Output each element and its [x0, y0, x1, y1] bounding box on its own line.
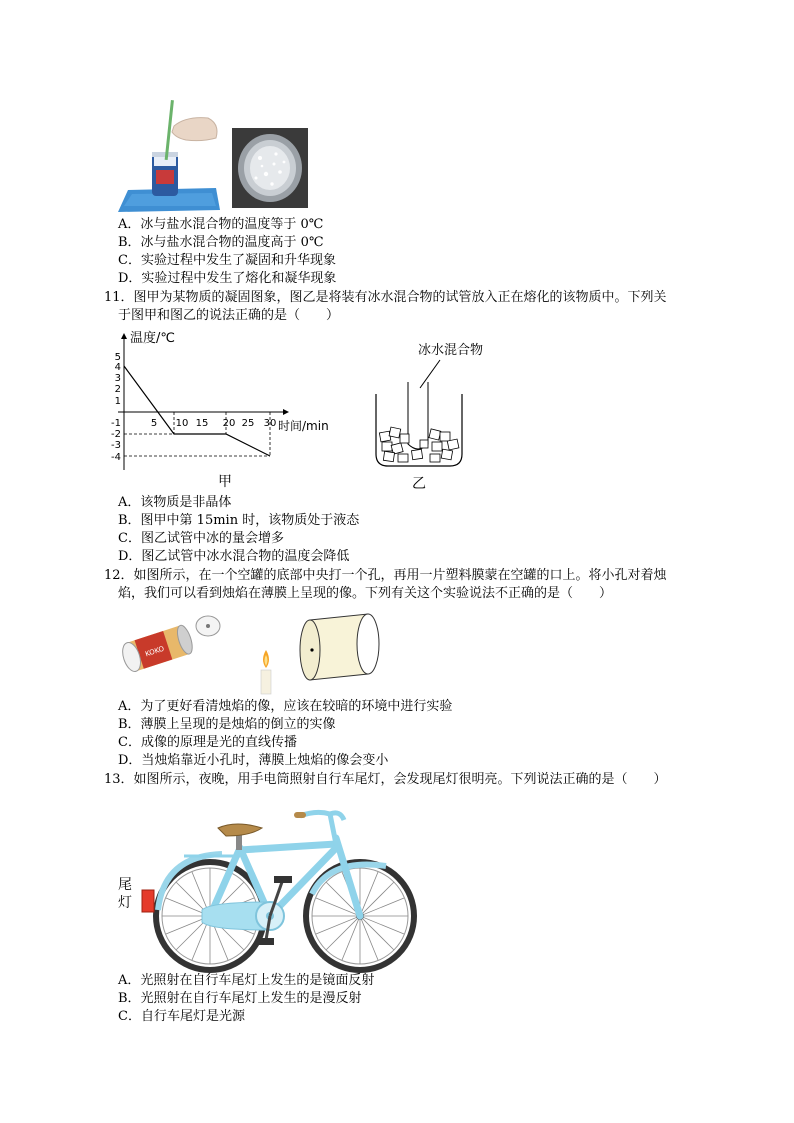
bicycle-seat	[218, 824, 262, 836]
x-tick: 30	[263, 418, 277, 429]
solidification-curve	[124, 366, 270, 456]
candle	[261, 670, 271, 694]
y-tick: -4	[111, 452, 121, 463]
q12-can-and-candle-figure	[116, 608, 396, 698]
q12-option-b: B．薄膜上呈现的是烛焰的倒立的实像	[118, 717, 336, 732]
y-tick: 2	[114, 384, 121, 395]
q10-option-a: A．冰与盐水混合物的温度等于 0℃	[118, 217, 324, 232]
svg-text:KOKO: KOKO	[144, 644, 166, 659]
q10-option-d: D．实验过程中发生了熔化和凝华现象	[118, 271, 337, 286]
q11-option-a: A．该物质是非晶体	[118, 495, 232, 510]
empty-can	[119, 624, 195, 674]
q12-option-a: A．为了更好看清烛焰的像，应该在较暗的环境中进行实验	[118, 699, 453, 714]
x-axis-label: 时间/min	[278, 419, 329, 433]
q12-stem-line1: 12．如图所示，在一个空罐的底部中央打一个孔，再用一片塑料膜蒙在空罐的口上。将小孔对着烛	[104, 568, 667, 583]
y-axis-label: 温度/℃	[130, 331, 175, 346]
y-tick: 3	[114, 373, 121, 384]
q11-option-d: D．图乙试管中冰水混合物的温度会降低	[118, 549, 350, 564]
graph-caption-jia: 甲	[218, 474, 232, 490]
handlebar	[300, 812, 344, 820]
q10-frost-photo	[232, 128, 308, 208]
q11-solidification-graph	[110, 326, 350, 496]
x-tick: 15	[195, 418, 209, 429]
x-tick: 5	[150, 418, 158, 429]
q12-option-d: D．当烛焰靠近小孔时，薄膜上烛焰的像会变小	[118, 753, 389, 768]
q11-beaker-figure	[364, 336, 534, 496]
tail-light-label-1: 尾	[118, 877, 132, 893]
q10-option-c: C．实验过程中发生了凝固和升华现象	[118, 253, 336, 268]
ice-cubes	[379, 427, 459, 462]
q10-can-figure	[116, 98, 222, 214]
y-tick: 4	[114, 362, 121, 373]
tail-light-label-2: 灯	[118, 895, 132, 911]
q12-option-c: C．成像的原理是光的直线传播	[118, 735, 297, 750]
beaker-caption-yi: 乙	[412, 476, 426, 492]
q12-stem-line2: 焰，我们可以看到烛焰在薄膜上呈现的像。下列有关这个实验说法不正确的是（ ）	[118, 586, 613, 601]
q11-option-b: B．图甲中第 15min 时，该物质处于液态	[118, 513, 360, 528]
q11-option-c: C．图乙试管中冰的量会增多	[118, 531, 284, 546]
y-tick: -2	[111, 429, 121, 440]
hand	[172, 118, 217, 141]
q10-option-b: B．冰与盐水混合物的温度高于 0℃	[118, 235, 324, 250]
y-tick: 1	[114, 396, 121, 407]
tail-light	[142, 890, 154, 912]
q13-bicycle-figure	[140, 798, 430, 974]
q13-option-b: B．光照射在自行车尾灯上发生的是漫反射	[118, 991, 362, 1006]
q11-stem-line2: 于图甲和图乙的说法正确的是（ ）	[118, 308, 340, 323]
cylinder-can	[300, 614, 379, 680]
y-tick: 5	[114, 352, 121, 363]
q13-option-c: C．自行车尾灯是光源	[118, 1009, 245, 1024]
y-tick: -1	[111, 418, 121, 429]
q13-stem-line1: 13．如图所示，夜晚，用手电筒照射自行车尾灯，会发现尾灯很明亮。下列说法正确的是（ ）	[104, 772, 667, 787]
q13-option-a: A．光照射在自行车尾灯上发生的是镜面反射	[118, 973, 375, 988]
x-tick: 20	[222, 418, 236, 429]
beaker-label: 冰水混合物	[418, 343, 484, 358]
x-tick: 25	[241, 418, 255, 429]
q11-stem-line1: 11．图甲为某物质的凝固图象，图乙是将装有冰水混合物的试管放入正在熔化的该物质中。下列关	[104, 290, 667, 305]
x-tick: 10	[175, 418, 189, 429]
y-tick: -3	[111, 440, 121, 451]
